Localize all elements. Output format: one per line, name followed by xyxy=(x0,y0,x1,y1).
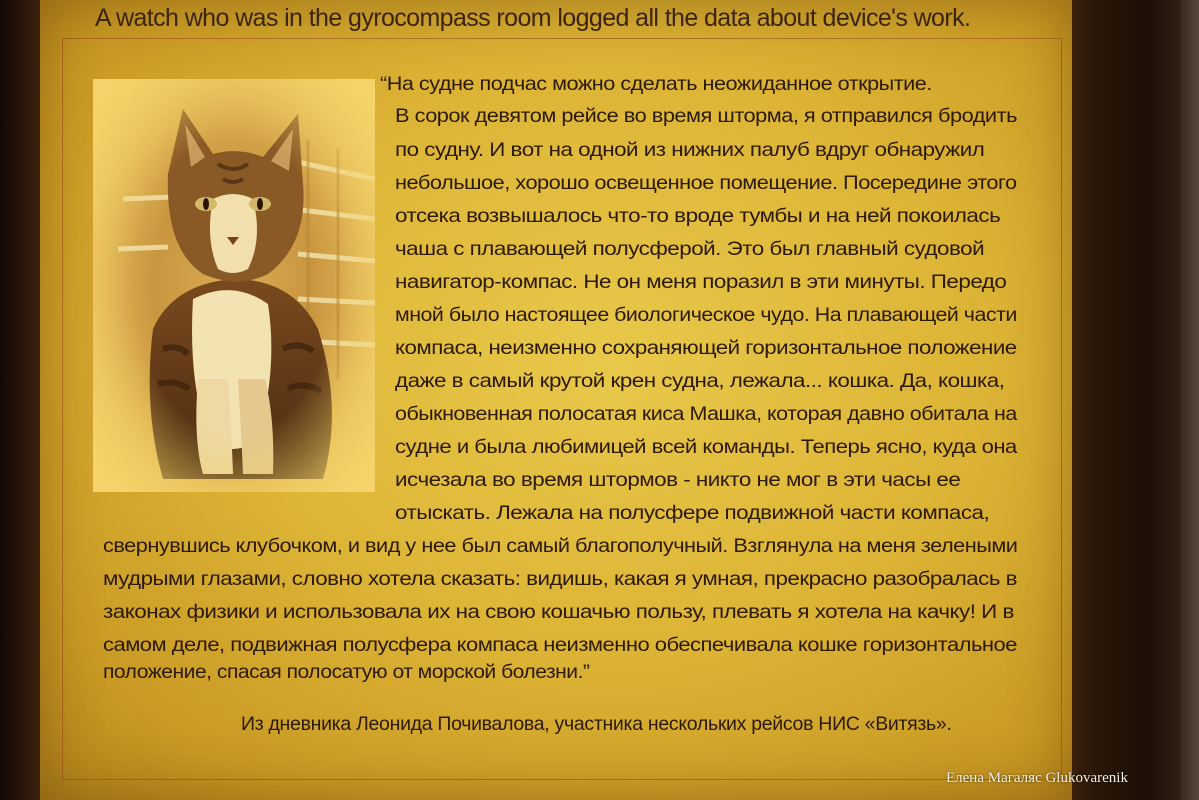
wall-edge xyxy=(1180,0,1199,800)
quote-line: небольшое, хорошо освещенное помещение. Посередине этого xyxy=(395,172,1017,194)
quote-line: даже в самый крутой крен судна, лежала... кошка. Да, кошка, xyxy=(395,370,1005,392)
citation: Из дневника Леонида Почивалова, участника нескольких рейсов НИС «Витязь». xyxy=(241,713,952,735)
quote-line: отыскать. Лежала на полусфере подвижной части компаса, xyxy=(395,502,990,524)
cat-photo xyxy=(93,79,375,492)
quote-line: самом деле, подвижная полусфера компаса неизменно обеспечивала кошке горизонтальное xyxy=(103,634,1017,656)
quote-line: чаша с плавающей полусферой. Это был главный судовой xyxy=(395,238,985,260)
quote-line: обыкновенная полосатая киса Машка, которая давно обитала на xyxy=(395,403,1017,425)
sign-heading: A watch who was in the gyrocompass room logged all the data about device's work. xyxy=(95,4,971,32)
quote-line: по судну. И вот на одной из нижних палуб вдруг обнаружил xyxy=(395,139,985,161)
quote-line: исчезала во время штормов - никто не мог в эти часы ее xyxy=(395,469,961,491)
quote-line: положение, спасая полосатую от морской болезни.” xyxy=(103,661,590,683)
quote-line: законах физики и использовала их на свою кошачью пользу, плевать я хотела на качку! И в xyxy=(103,601,1014,623)
quote-line: мной было настоящее биологическое чудо. На плавающей части xyxy=(395,304,1017,326)
quote-line: компаса, неизменно сохраняющей горизонтальное положение xyxy=(395,337,1017,359)
quote-line: В сорок девятом рейсе во время шторма, я отправился бродить xyxy=(395,105,1017,127)
quote-line: “На судне подчас можно сделать неожиданное открытие. xyxy=(380,73,932,95)
cat-image xyxy=(93,79,375,492)
quote-line: свернувшись клубочком, и вид у нее был самый благополучный. Взглянула на меня зелеными xyxy=(103,535,1018,557)
quote-line: судне и была любимицей всей команды. Теперь ясно, куда она xyxy=(395,436,1017,458)
quote-line: отсека возвышалось что-то вроде тумбы и на ней покоилась xyxy=(395,205,1001,227)
photographer-watermark: Елена Магаляс Glukovarenik xyxy=(946,770,1128,786)
wooden-frame-left xyxy=(0,0,40,800)
quote-line: мудрыми глазами, словно хотела сказать: видишь, какая я умная, прекрасно разобралась в xyxy=(103,568,1018,590)
quote-line: навигатор-компас. Не он меня поразил в эти минуты. Передо xyxy=(395,271,1007,293)
